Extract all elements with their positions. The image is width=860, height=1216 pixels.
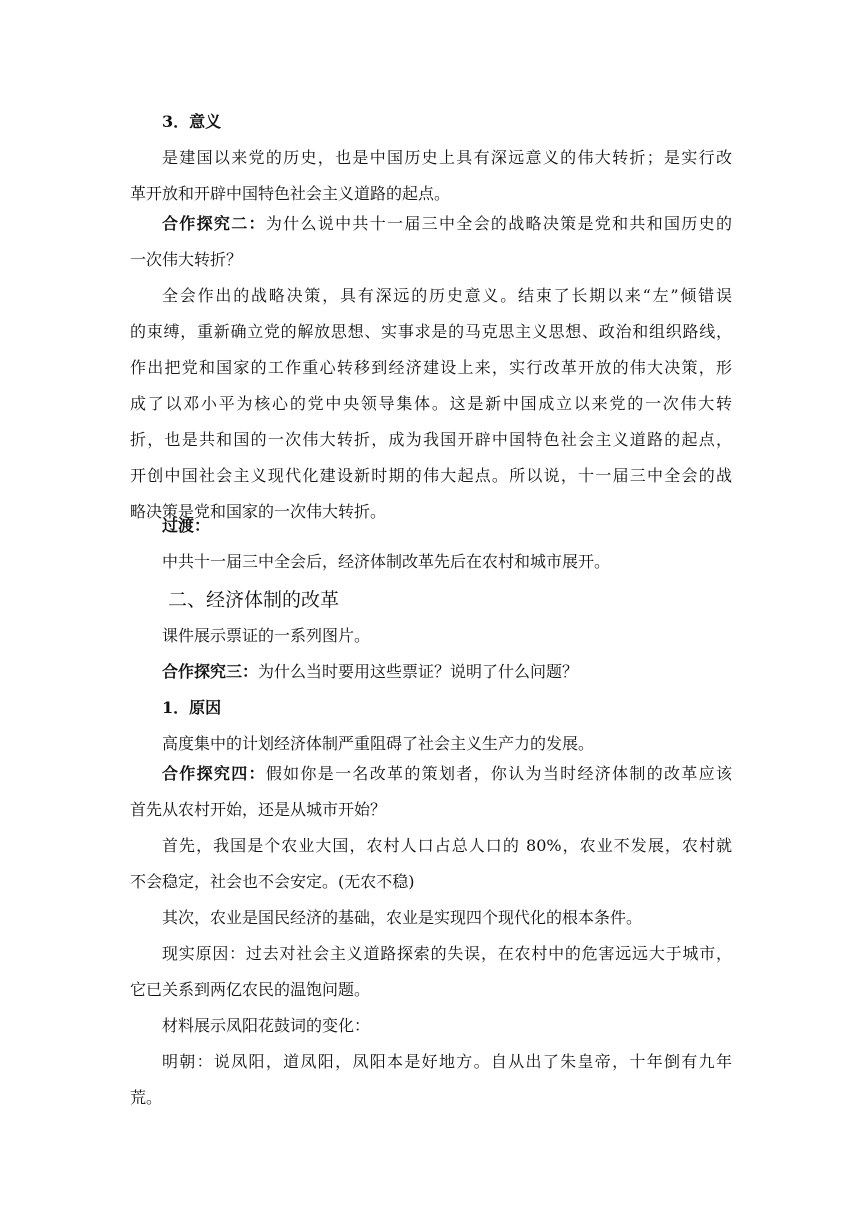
answer-line: 不会稳定，社会也不会安定。(无农不稳) <box>130 872 415 891</box>
inquiry-question-text: 假如你是一名改革的策划者，你认为当时经济体制的改革应该 <box>265 764 732 783</box>
inquiry-question-line <box>130 654 732 690</box>
inquiry-question-line <box>130 756 732 792</box>
section-heading: 1．原因 <box>162 698 222 717</box>
answer-line: 它已关系到两亿农民的温饱问题。 <box>130 980 371 999</box>
inquiry-question-line <box>130 206 732 242</box>
section-two <box>130 582 732 654</box>
inquiry-question-text: 为什么说中共十一届三中全会的战略决策是党和共和国历史的 <box>265 214 732 233</box>
inquiry-question-line: 首先从农村开始，还是从城市开始？ <box>130 800 387 819</box>
inquiry-question-text: 为什么当时要用这些票证？说明了什么问题？ <box>258 662 579 681</box>
inquiry-label: 合作探究四： <box>162 764 266 783</box>
answer-line: 作出把党和国家的工作重心转移到经济建设上来，实行改革开放的伟大决策，形 <box>130 358 732 377</box>
section-heading: 3．意义 <box>162 112 222 131</box>
answer-line: 的束缚，重新确立党的解放思想、实事求是的马克思主义思想、政治和组织路线， <box>130 322 732 341</box>
inquiry-three <box>130 654 732 762</box>
section-meaning <box>130 104 732 212</box>
paragraph-line: 革开放和开辟中国特色社会主义道路的起点。 <box>130 184 451 203</box>
answer-line: 现实原因：过去对社会主义道路探索的失误，在农村中的危害远远大于城市， <box>162 944 732 963</box>
section-title: 二、经济体制的改革 <box>168 589 340 611</box>
quote-line: 荒。 <box>130 1088 163 1107</box>
paragraph-line: 是建国以来党的历史，也是中国历史上具有深远意义的伟大转折；是实行改 <box>162 148 732 167</box>
answer-line: 全会作出的战略决策，具有深远的历史意义。结束了长期以来“左”倾错误 <box>162 286 732 305</box>
inquiry-label: 合作探究三： <box>162 662 259 681</box>
transition-text: 中共十一届三中全会后，经济体制改革先后在农村和城市展开。 <box>162 552 611 571</box>
quote-line: 明朝：说凤阳，道凤阳，凤阳本是好地方。自从出了朱皇帝，十年倒有九年 <box>162 1052 732 1071</box>
paragraph-line: 高度集中的计划经济体制严重阻碍了社会主义生产力的发展。 <box>162 734 595 753</box>
inquiry-two <box>130 206 732 530</box>
paragraph-line: 课件展示票证的一系列图片。 <box>162 626 371 645</box>
transition <box>130 508 732 580</box>
answer-line: 材料展示凤阳花鼓词的变化： <box>162 1016 371 1035</box>
answer-line: 其次，农业是国民经济的基础，农业是实现四个现代化的根本条件。 <box>162 908 643 927</box>
answer-line: 首先，我国是个农业大国，农村人口占总人口的 80%，农业不发展，农村就 <box>162 836 732 855</box>
inquiry-label: 合作探究二： <box>162 214 266 233</box>
answer-line: 开创中国社会主义现代化建设新时期的伟大起点。所以说，十一届三中全会的战 <box>130 466 732 485</box>
answer-line: 略决策是党和国家的一次伟大转折。 <box>130 502 387 521</box>
answer-line: 成了以邓小平为核心的党中央领导集体。这是新中国成立以来党的一次伟大转 <box>130 394 732 413</box>
transition-label: 过渡： <box>162 516 211 535</box>
inquiry-four <box>130 756 732 1116</box>
answer-line: 折，也是共和国的一次伟大转折，成为我国开辟中国特色社会主义道路的起点， <box>130 430 732 449</box>
inquiry-question-line: 一次伟大转折？ <box>130 250 243 269</box>
